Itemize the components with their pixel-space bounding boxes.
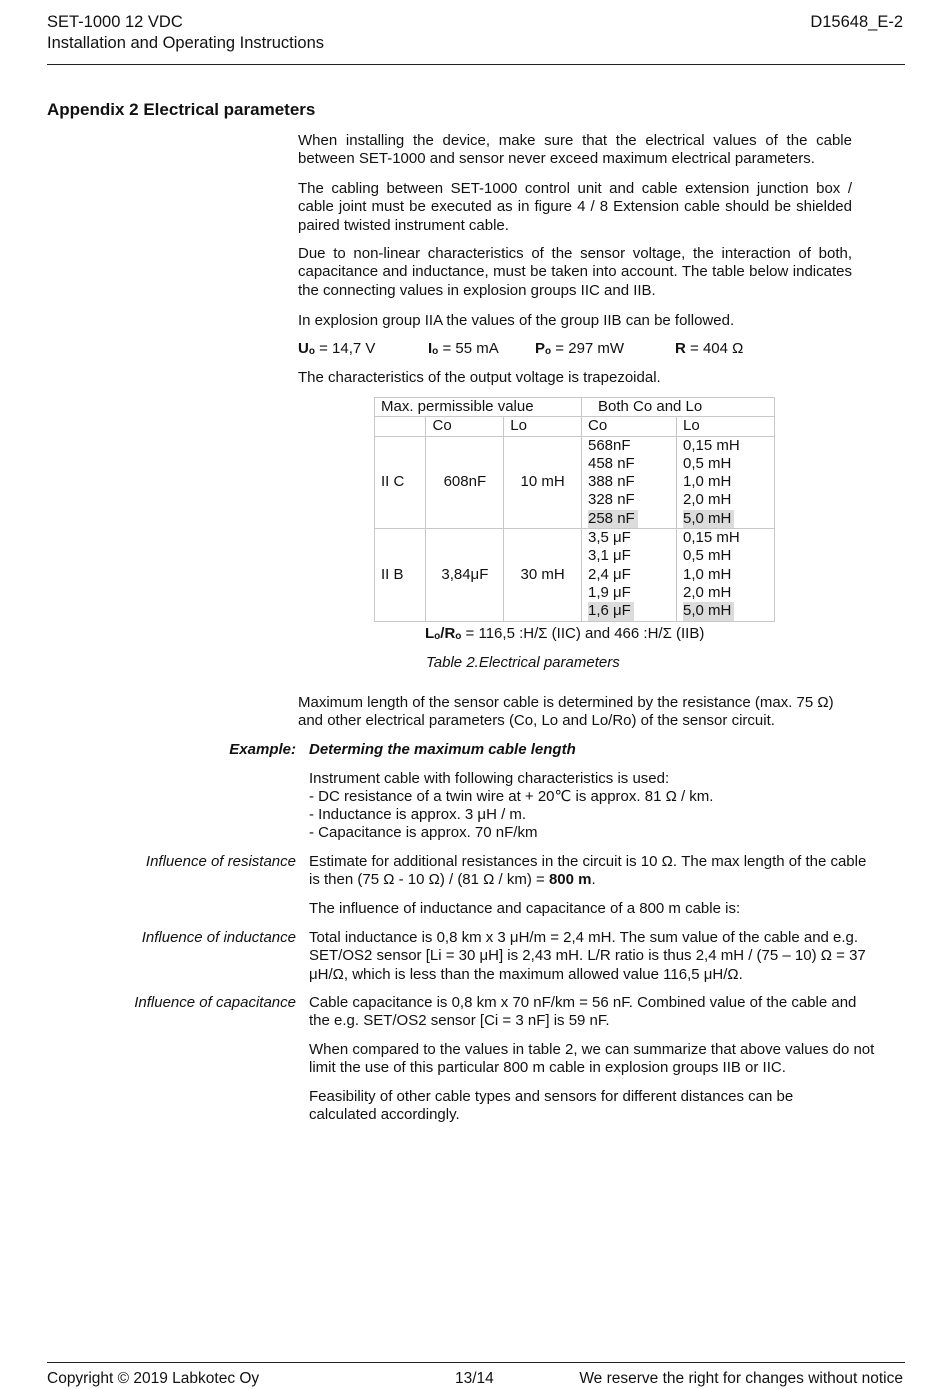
resistance-text: Estimate for additional resistances in the circuit is 10 Ω. The max length of the cable is then (75 Ω - 10 Ω) / (81 Ω / km) = 800 m. [309,853,867,889]
list-item: - DC resistance of a twin wire at + 20℃ is approx. 81 Ω / km. [309,788,714,805]
table-header-row-1 [375,398,775,417]
paragraph-4: In explosion group IIA the values of the group IIB can be followed. [298,312,735,329]
table-header-row-2 [375,417,775,436]
inductance-label: Influence of inductance [141,929,296,946]
trapezoid-text: The characteristics of the output voltage is trapezoidal. [298,369,661,386]
ratio-line: $L_o/R_o = 116,5$ :H/Σ (IIC) and 466 :H/Σ (IIB) [425,625,705,642]
table-header-both-lo: Lo [677,417,775,436]
table-header-co: Co [426,417,504,436]
inductance-text: Total inductance is 0,8 km x 3 μH/m = 2,4 mH. The sum value of the cable and e.g. SET/OS2 sensor [Li = 30 μH] is 2,43 mH. L/R ratio is thus 2,4 mH / (75 – 10) Ω = 37 μH/Ω, which is less than the maximum allowed value 116,5 μH/Ω. [309,929,866,983]
table-cell-both-co: 568nF 458 nF 388 nF 328 nF 258 nF [582,436,677,528]
header-subtitle: Installation and Operating Instructions [47,34,324,52]
table-cell-group: II B [375,529,426,621]
paragraph-3: Due to non-linear characteristics of the sensor voltage, the interaction of both, capacitance and inductance, must be taken into account. The table below indicates the connecting values in explosion groups IIC and IIB. [298,245,852,299]
table-cell-both-lo: 0,15 mH 0,5 mH 1,0 mH 2,0 mH 5,0 mH [677,529,775,621]
table-row [375,436,775,528]
paragraph-2: The cabling between SET-1000 control unit and cable extension junction box / cable joint must be executed as in figure 4 / 8 Extension cable should be shielded paired twisted instrument cable. [298,180,852,234]
electrical-parameters-table [374,397,775,622]
section-title: Appendix 2 Electrical parameters [47,100,316,119]
table-cell-co: 3,84μF [426,529,504,621]
table-header-max: Max. permissible value [375,398,582,417]
footer-notice: We reserve the right for changes without notice [579,1370,903,1387]
resistance-label: Influence of resistance [145,853,296,870]
table-header-both-co: Co [582,417,677,436]
param-po: $P_o = 297$ mW [535,340,625,357]
example-title: Determing the maximum cable length [309,741,576,758]
header-product: SET-1000 12 VDC [47,13,183,31]
param-uo: $U_o = 14,7$ V [298,340,376,357]
inductance-intro: The influence of inductance and capacitance of a 800 m cable is: [309,900,741,917]
param-io: $I_o = 55$ mA [428,340,499,357]
summary-text: When compared to the values in table 2, we can summarize that above values do not limit the use of this particular 800 m cable in explosion groups IIB or IIC. [309,1041,875,1077]
table-cell-both-co: 3,5 μF 3,1 μF 2,4 μF 1,9 μF 1,6 μF [582,529,677,621]
list-item: - Capacitance is approx. 70 nF/km [309,824,538,841]
highlighted-value: 258 nF [588,510,638,528]
example-intro: Instrument cable with following characteristics is used: [309,770,670,787]
table-header-empty [375,417,426,436]
table-cell-co: 608nF [426,436,504,528]
capacitance-label: Influence of capacitance [134,994,296,1011]
example-label: Example: [229,741,296,758]
header-doc-id: D15648_E-2 [810,13,903,31]
feasibility-text: Feasibility of other cable types and sensors for different distances can be calculated accordingly. [309,1088,794,1124]
table-caption: Table 2.Electrical parameters [426,654,620,671]
header-rule [47,64,905,65]
paragraph-1: When installing the device, make sure that the electrical values of the cable between SET-1000 and sensor never exceed maximum electrical parameters. [298,132,852,168]
table-cell-lo: 10 mH [504,436,582,528]
highlighted-value: 1,6 μF [588,602,634,620]
footer-rule [47,1362,905,1363]
max-length-text: Maximum length of the sensor cable is determined by the resistance (max. 75 Ω) and other electrical parameters (Co, Lo and Lo/Ro) of the sensor circuit. [298,694,834,730]
highlighted-value: 5,0 mH [683,602,734,620]
param-r: R = 404 Ω [675,340,744,357]
table-cell-both-lo: 0,15 mH 0,5 mH 1,0 mH 2,0 mH 5,0 mH [677,436,775,528]
table-header-both: Both Co and Lo [582,398,775,417]
list-item: - Inductance is approx. 3 μH / m. [309,806,527,823]
table-cell-group: II C [375,436,426,528]
highlighted-value: 5,0 mH [683,510,734,528]
footer-copyright: Copyright © 2019 Labkotec Oy [47,1370,260,1387]
table-row [375,529,775,621]
footer-page-number: 13/14 [455,1370,494,1387]
table-header-lo: Lo [504,417,582,436]
capacitance-text: Cable capacitance is 0,8 km x 70 nF/km = 56 nF. Combined value of the cable and the e.g. SET/OS2 sensor [Ci = 3 nF] is 59 nF. [309,994,857,1030]
table-cell-lo: 30 mH [504,529,582,621]
